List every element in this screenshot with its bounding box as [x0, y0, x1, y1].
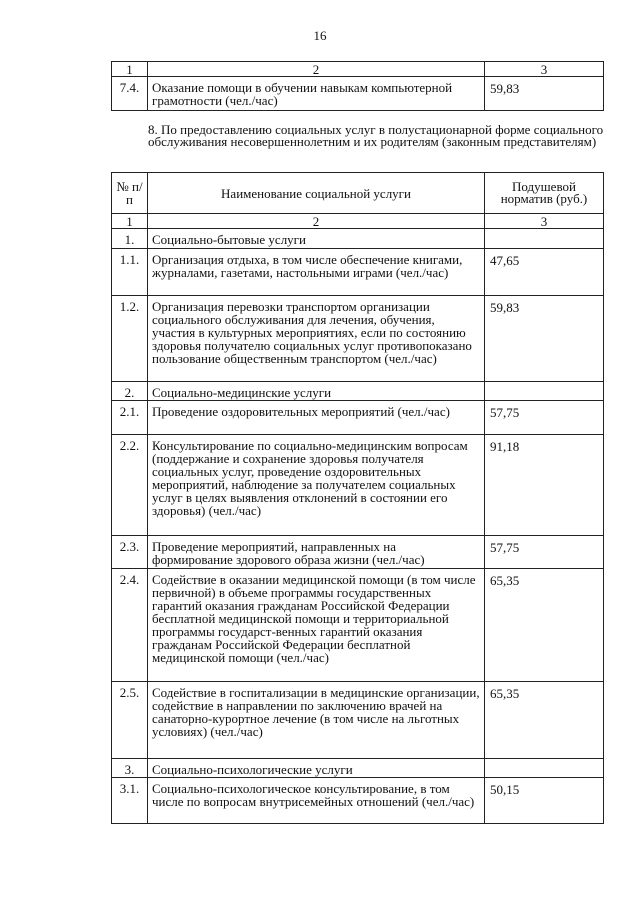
table-row: [112, 296, 604, 382]
row-number: 2.3.: [112, 536, 148, 569]
table-row: [112, 759, 604, 778]
service-value: 47,65: [485, 249, 604, 296]
table-row: [112, 682, 604, 759]
table-row: [112, 229, 604, 249]
header-name: Наименование социальной услуги: [148, 173, 485, 214]
service-name: Содействие в оказании медицинской помощи (в том числе первичной) в объеме программы государственных гарантий оказания гражданам Российской Федерации бесплатной медицинской помощи и территориальной программы государст-венных гарантий оказания гражданам Российской Федерации бесплатной медицинской помощи (чел./час): [148, 569, 485, 682]
table-row: [112, 569, 604, 682]
service-value: 57,75: [485, 536, 604, 569]
row-number: 1.: [112, 229, 148, 249]
table-row: [112, 382, 604, 401]
section-heading: 8. По предоставлению социальных услуг в полустационарной форме социального обслуживания несовершеннолетним и их родителям (законным представителям): [148, 122, 604, 149]
service-value: 91,18: [485, 435, 604, 536]
service-value: [485, 759, 604, 778]
service-name: Социально-психологическое консультирование, в том числе по вопросам внутрисемейных отношений (чел./час): [148, 778, 485, 824]
services-table: [111, 172, 604, 824]
service-name: Социально-бытовые услуги: [148, 229, 485, 249]
row-number: 3.: [112, 759, 148, 778]
service-value: [485, 382, 604, 401]
table-row: [112, 401, 604, 435]
services-table-continued: [111, 61, 604, 111]
service-name: Организация перевозки транспортом организации социального обслуживания для лечения, обучения, участия в культурных мероприятиях, если по состоянию здоровья получателю социальных услуг противопоказано пользование общественным транспортом (чел./час): [148, 296, 485, 382]
table-row: [112, 77, 604, 111]
service-value: 59,83: [485, 77, 604, 111]
column-number: 3: [485, 214, 604, 229]
column-number: 1: [112, 62, 148, 77]
table-row: [112, 778, 604, 824]
service-name: Социально-психологические услуги: [148, 759, 485, 778]
column-number: 2: [148, 62, 485, 77]
row-number: 1.1.: [112, 249, 148, 296]
row-number: 3.1.: [112, 778, 148, 824]
header-num: № п/п: [112, 173, 148, 214]
service-value: 59,83: [485, 296, 604, 382]
row-number: 2.5.: [112, 682, 148, 759]
row-number: 2.1.: [112, 401, 148, 435]
column-number-row: [112, 62, 604, 77]
table-row: [112, 536, 604, 569]
service-name: Организация отдыха, в том числе обеспечение книгами, журналами, газетами, настольными играми (чел./час): [148, 249, 485, 296]
header-value: Подушевой норматив (руб.): [485, 173, 604, 214]
row-number: 7.4.: [112, 77, 148, 111]
service-name: Проведение мероприятий, направленных на формирование здорового образа жизни (чел./час): [148, 536, 485, 569]
service-value: 65,35: [485, 569, 604, 682]
service-name: Социально-медицинские услуги: [148, 382, 485, 401]
service-name: Консультирование по социально-медицинским вопросам (поддержание и сохранение здоровья получателя социальных услуг, проведение оздоровительных мероприятий, наблюдение за получателем социальных услуг в целях выявления отклонений в состоянии его здоровья) (чел./час): [148, 435, 485, 536]
column-number: 1: [112, 214, 148, 229]
page-number: 16: [313, 28, 327, 43]
row-number: 2.2.: [112, 435, 148, 536]
service-name: Содействие в госпитализации в медицинские организации, содействие в направлении по заключению врачей на санаторно-курортное лечение (в том числе на льготных условиях) (чел./час): [148, 682, 485, 759]
service-name: Проведение оздоровительных мероприятий (чел./час): [148, 401, 485, 435]
row-number: 1.2.: [112, 296, 148, 382]
row-number: 2.: [112, 382, 148, 401]
header-row: [112, 173, 604, 214]
column-number: 3: [485, 62, 604, 77]
column-number: 2: [148, 214, 485, 229]
service-value: 50,15: [485, 778, 604, 824]
column-number-row: [112, 214, 604, 229]
table-row: [112, 435, 604, 536]
service-value: 57,75: [485, 401, 604, 435]
service-value: [485, 229, 604, 249]
row-number: 2.4.: [112, 569, 148, 682]
service-value: 65,35: [485, 682, 604, 759]
service-name: Оказание помощи в обучении навыкам компьютерной грамотности (чел./час): [148, 77, 485, 111]
table-row: [112, 249, 604, 296]
